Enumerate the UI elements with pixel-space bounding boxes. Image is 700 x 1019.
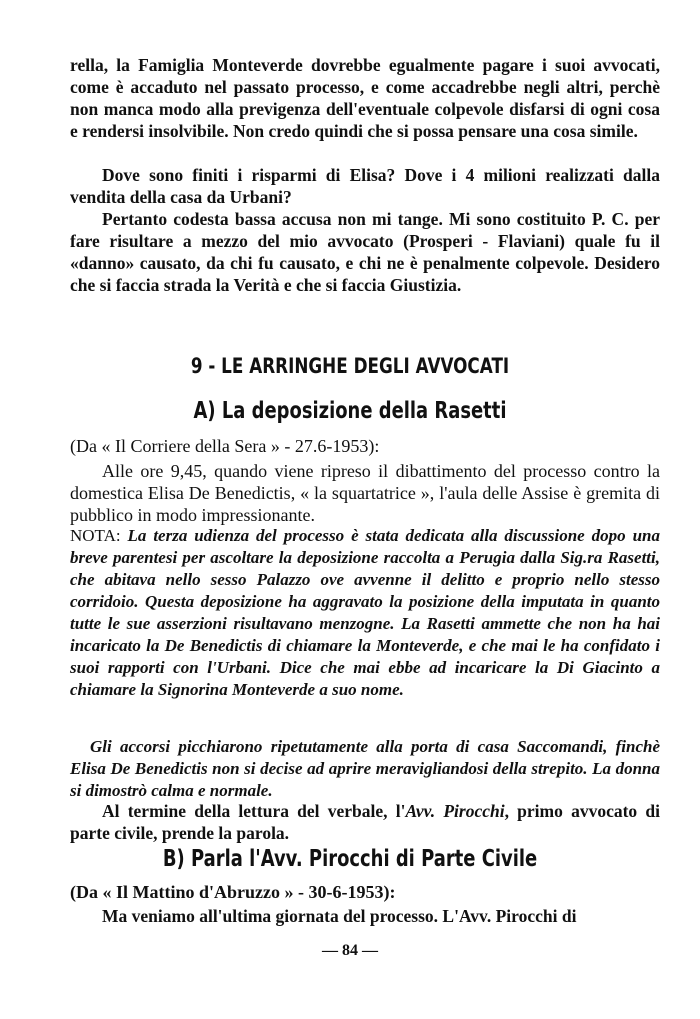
page-number: — 84 —: [322, 942, 378, 959]
source-citation-a: (Da « Il Corriere della Sera » - 27.6-1953):: [70, 436, 380, 456]
section-heading-b: B) Parla l'Avv. Pirocchi di Parte Civile: [162, 846, 538, 872]
note-label: NOTA:: [70, 526, 121, 545]
source-citation-b: (Da « Il Mattino d'Abruzzo » - 30-6-1953):: [70, 882, 396, 902]
paragraph-witnesses: Gli accorsi picchiarono ripetutamente alla porta di casa Saccomandi, finchè Elisa De Benedictis non si decise ad aprire meravigliandosi della strepito. La donna si dimostrò calma e normale.: [70, 737, 660, 800]
chapter-title: 9 - LE ARRINGHE DEGLI AVVOCATI: [190, 354, 510, 378]
editorial-note: [70, 525, 660, 701]
paragraph-hearing: Alle ore 9,45, quando viene ripreso il dibattimento del processo contro la domestica Elisa De Benedictis, « la squartatrice », l'aula delle Assise è gremita di pubblico in modo impressionante.: [70, 461, 660, 525]
closing-text-start: Al termine della lettura del verbale, l': [102, 801, 406, 821]
paragraph-last-day: Ma veniamo all'ultima giornata del processo. L'Avv. Pirocchi di: [102, 906, 577, 926]
section-heading-a: A) La deposizione della Rasetti: [193, 398, 507, 424]
paragraph-continuation: rella, la Famiglia Monteverde dovrebbe egualmente pagare i suoi avvocati, come è accaduto nel passato processo, e come accadrebbe negli altri, perchè non manca modo alla previgenza dell'eventuale colpevole disfarsi di ogni cosa e rendersi insolvibile. Non credo quindi che si possa pensare una cosa simile.: [70, 55, 660, 141]
closing-lawyer-name: Avv. Pirocchi: [405, 801, 505, 821]
paragraph-accusation: Pertanto codesta bassa accusa non mi tange. Mi sono costituito P. C. per fare risultare a mezzo del mio avvocato (Prosperi - Flaviani) quale fu il «danno» causato, da chi fu causato, e chi ne è penalmente colpevole. Desidero che si faccia strada la Verità e che si faccia Giustizia.: [70, 209, 660, 295]
paragraph-closing: [70, 800, 660, 844]
note-text: La terza udienza del processo è stata dedicata alla discussione dopo una breve parentesi per ascoltare la deposizione raccolta a Perugia dalla Sig.ra Rasetti, che abitava nello sesso Palazzo ove avvenne il delitto e proprio nello stesso corridoio. Questa deposizione ha aggravato la posizione della imputata in quanto tutte le sue asserzioni risultavano menzogne. La Rasetti ammette che non ha hai incaricato la De Benedictis di chiamare la Monteverde, e che mai le ha confidato i suoi rapporti con l'Urbani. Dice che mai ebbe ad incaricare la Di Giacinto a chiamare la Signorina Monteverde a suo nome.: [70, 526, 660, 699]
closing-text-end: , primo avvocato di parte civile, prende la parola.: [70, 801, 660, 843]
paragraph-savings-question: Dove sono finiti i risparmi di Elisa? Dove i 4 milioni realizzati dalla vendita della casa da Urbani?: [70, 165, 660, 207]
